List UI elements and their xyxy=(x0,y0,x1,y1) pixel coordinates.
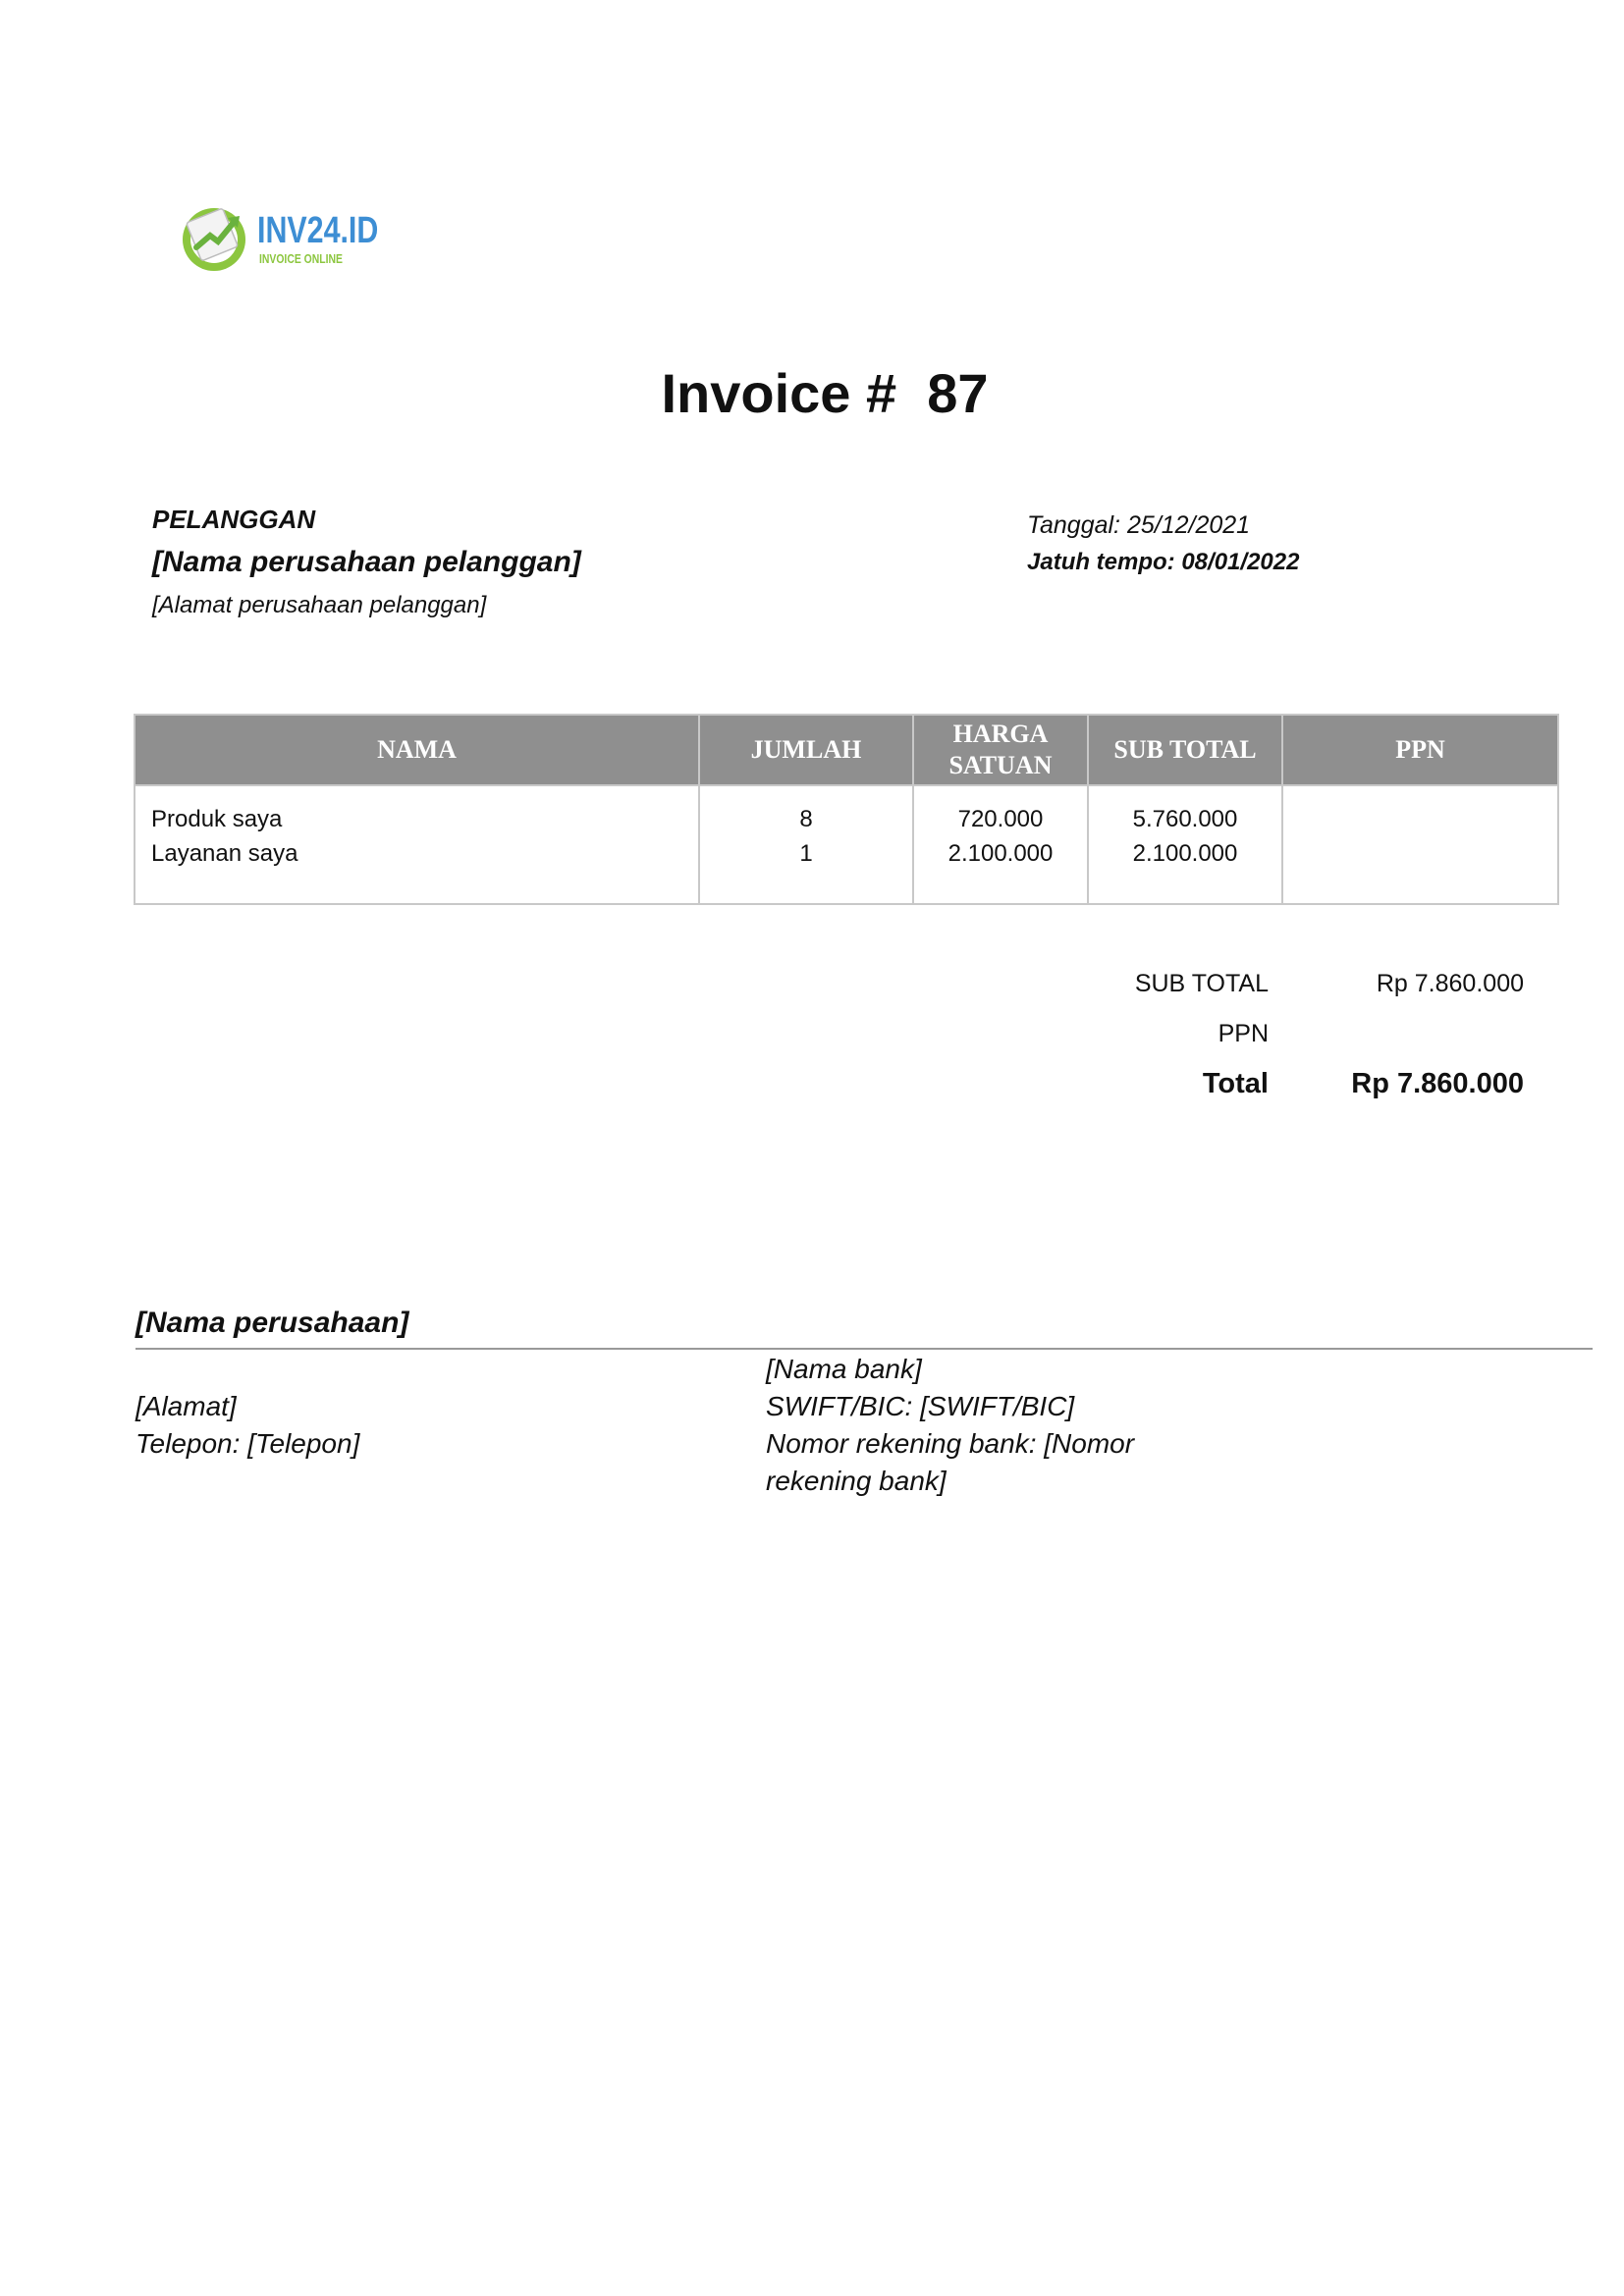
tax-label: PPN xyxy=(1218,1020,1269,1047)
total-value: Rp 7.860.000 xyxy=(1351,1068,1524,1099)
items-table xyxy=(134,714,1559,905)
cell-tax xyxy=(1282,785,1558,904)
bank-account-line-1: Nomor rekening bank: [Nomor xyxy=(766,1428,1135,1459)
row-1-subtotal: 5.760.000 xyxy=(1132,806,1238,832)
cell-price xyxy=(913,785,1088,904)
customer-name: [Nama perusahaan pelanggan] xyxy=(152,546,581,578)
header-price xyxy=(913,715,1088,785)
footer-divider xyxy=(135,1348,1593,1350)
customer-label: PELANGGAN xyxy=(152,505,316,534)
table-row xyxy=(135,785,1558,904)
bank-account-line-2: rekening bank] xyxy=(766,1466,947,1496)
table-header-row xyxy=(135,715,1558,785)
customer-address: [Alamat perusahaan pelanggan] xyxy=(152,592,487,618)
header-subtotal: SUB TOTAL xyxy=(1088,715,1282,785)
row-1-qty: 8 xyxy=(799,806,813,832)
logo-tagline: INVOICE ONLINE xyxy=(259,251,343,266)
company-phone: Telepon: [Telepon] xyxy=(135,1428,360,1459)
logo-icon xyxy=(179,196,257,275)
header-price-line-2: SATUAN xyxy=(948,751,1053,779)
header-name: NAMA xyxy=(135,715,699,785)
row-2-subtotal: 2.100.000 xyxy=(1132,840,1238,867)
row-1-price: 720.000 xyxy=(957,806,1044,832)
header-tax: PPN xyxy=(1282,715,1558,785)
cell-subtotal xyxy=(1088,785,1282,904)
invoice-due-date: Jatuh tempo: 08/01/2022 xyxy=(1027,549,1300,575)
row-1-name: Produk saya xyxy=(151,806,283,832)
row-2-name: Layanan saya xyxy=(151,840,298,867)
header-qty: JUMLAH xyxy=(699,715,913,785)
subtotal-label: SUB TOTAL xyxy=(1134,970,1269,997)
company-address: [Alamat] xyxy=(135,1391,237,1421)
invoice-title: Invoice # 87 xyxy=(661,362,989,424)
row-2-price: 2.100.000 xyxy=(947,840,1054,867)
invoice-date: Tanggal: 25/12/2021 xyxy=(1027,511,1251,539)
cell-qty xyxy=(699,785,913,904)
subtotal-value: Rp 7.860.000 xyxy=(1376,970,1524,997)
logo-name: INV24.ID xyxy=(257,210,379,251)
company-name: [Nama perusahaan] xyxy=(135,1307,409,1339)
cell-names xyxy=(135,785,699,904)
bank-name: [Nama bank] xyxy=(766,1354,922,1384)
row-2-qty: 1 xyxy=(799,840,813,867)
header-price-line-1: HARGA xyxy=(952,720,1049,748)
bank-swift: SWIFT/BIC: [SWIFT/BIC] xyxy=(766,1391,1075,1421)
total-label: Total xyxy=(1202,1068,1269,1099)
